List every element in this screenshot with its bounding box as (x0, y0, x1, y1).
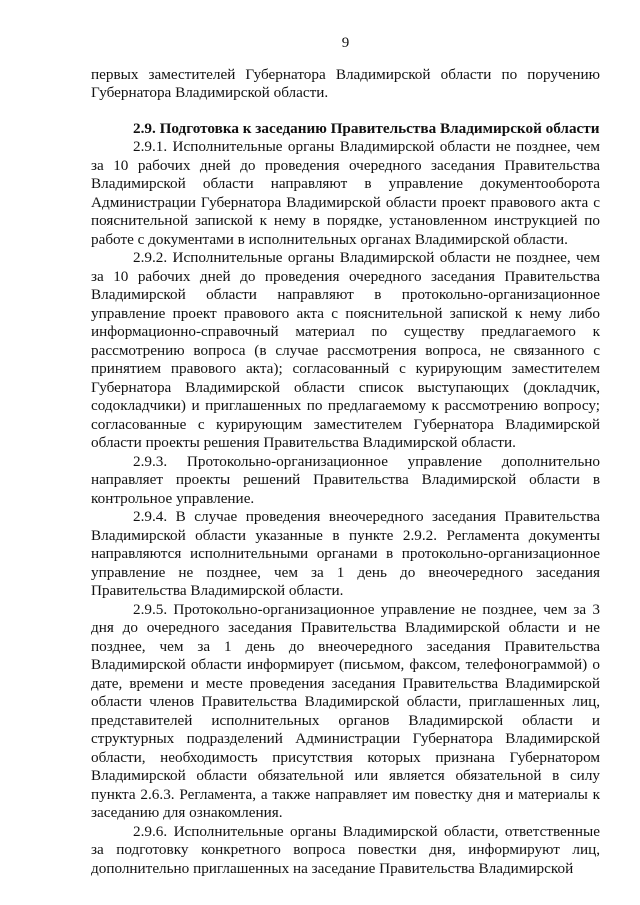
paragraph-2-9-4: 2.9.4. В случае проведения внеочередного заседания Правительства Владимирской области указанные в пункте 2.9.2. Регламента документы направляются исполнительными органами в протокольно-организационное управление не позднее, чем за 1 день до внеочередного заседания Правительства Владимирской области. (91, 508, 600, 599)
paragraph-continuation: первых заместителей Губернатора Владимирской области по поручению Губернатора Владимирской области. (91, 65, 600, 101)
document-page (91, 34, 600, 878)
section-heading: 2.9. Подготовка к заседанию Правительства Владимирской области (133, 119, 600, 137)
page-number: 9 (341, 35, 350, 51)
paragraph-2-9-3: 2.9.3. Протокольно-организационное управление дополнительно направляет проекты решений Правительства Владимирской области в контрольное управление. (91, 452, 600, 507)
paragraph-2-9-5: 2.9.5. Протокольно-организационное управление не позднее, чем за 3 дня до очередного заседания Правительства Владимирской области и не позднее, чем за 1 день до внеочередного заседания Правительства Владимирской области информирует (письмом, факсом, телефонограммой) о дате, времени и месте проведения заседания Правительства Владимирской области членов Правительства Владимирской области, приглашенных лиц, представителей исполнительных органов Владимирской области и структурных подразделений Администрации Губернатора Владимирской области, необходимость присутствия которых признана Губернатором Владимирской области обязательной или является обязательной в силу пункта 2.6.3. Регламента, а также направляет им повестку дня и материалы к заседанию для ознакомления. (91, 600, 600, 821)
paragraph-2-9-1: 2.9.1. Исполнительные органы Владимирской области не позднее, чем за 10 рабочих дней до проведения очередного заседания Правительства Владимирской области направляют в управление документооборота Администрации Губернатора Владимирской области проект правового акта с пояснительной запиской к нему в порядке, установленном инструкцией по работе с документами в исполнительных органах Владимирской области. (91, 138, 600, 248)
paragraph-2-9-6: 2.9.6. Исполнительные органы Владимирской области, ответственные за подготовку конкретного вопроса повестки дня, информируют лиц, дополнительно приглашенных на заседание Правительства Владимирской (91, 822, 600, 877)
paragraph-2-9-2: 2.9.2. Исполнительные органы Владимирской области не позднее, чем за 10 рабочих дней до проведения очередного заседания Правительства Владимирской области направляют в протокольно-организационное управление проект правового акта с пояснительной запиской к нему либо информационно-справочный материал по существу предлагаемого к рассмотрению вопроса (в случае рассмотрения вопроса, не связанного с принятием правового акта); согласованный с курирующим заместителем Губернатора Владимирской области список выступающих (докладчик, содокладчики) и приглашенных по предлагаемому к рассмотрению вопросу; согласованные с курирующим заместителем Губернатора Владимирской области проекты решения Правительства Владимирской области. (91, 249, 600, 451)
